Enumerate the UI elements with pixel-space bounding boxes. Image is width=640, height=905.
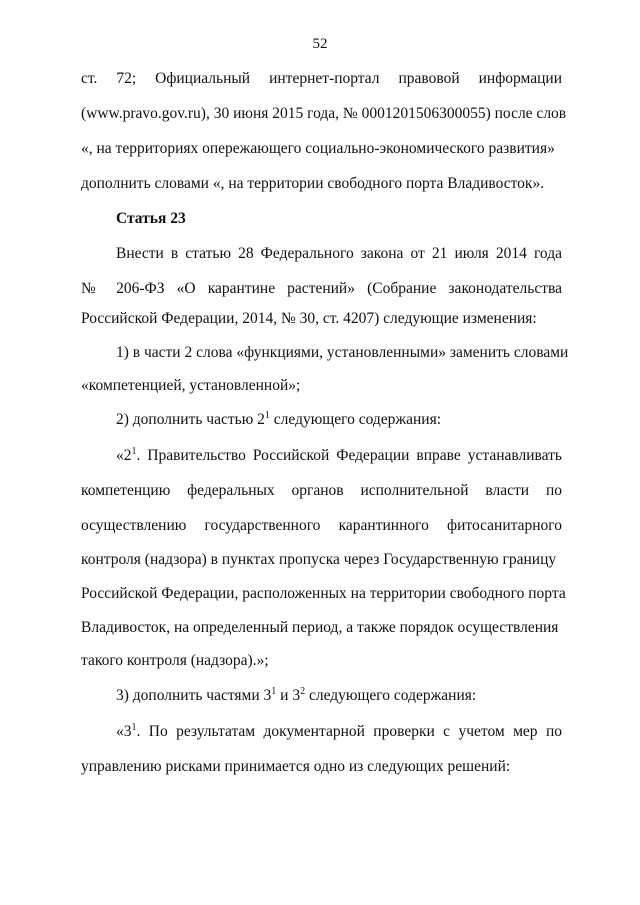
article-p5-text: 3) дополнить частями 3	[116, 687, 272, 704]
article-p3-text: 2) дополнить частью 2	[116, 411, 265, 428]
article-p4-line-3: осуществлению государственного карантинного фитосанитарного	[81, 517, 562, 534]
article-p4-line-1	[116, 446, 562, 466]
intro-line-1: ст. 72; Официальный интернет-портал правовой информации	[81, 70, 562, 87]
article-p3	[116, 410, 562, 430]
article-p6-superscript: 1	[131, 722, 137, 733]
article-p5-text-mid: и 3	[276, 687, 301, 704]
intro-line-2: (www.pravo.gov.ru), 30 июня 2015 года, № 0001201506300055) после слов	[81, 105, 567, 122]
article-p1-line-3: Российской Федерации, 2014, № 30, ст. 4207) следующие изменения:	[81, 310, 537, 327]
article-p6-line-2: управлению рисками принимается одно из следующих решений:	[81, 758, 511, 775]
article-p5-superscript-1: 1	[271, 686, 277, 697]
article-p6-line-1	[116, 722, 562, 742]
intro-line-4: дополнить словами «, на территории свободного порта Владивосток».	[81, 175, 545, 192]
article-p6-text: «3	[116, 723, 132, 740]
article-p5-superscript-2: 2	[300, 686, 306, 697]
article-p5	[116, 686, 562, 706]
article-p6-text-end: . По результатам документарной проверки с учетом мер по	[136, 723, 562, 740]
intro-line-3: «, на территориях опережающего социально-экономического развития»	[81, 140, 555, 157]
article-p4-line-4: контроля (надзора) в пунктах пропуска через Государственную границу	[81, 551, 557, 568]
article-p3-text-end: следующего содержания:	[269, 411, 442, 428]
article-heading: Статья 23	[116, 210, 186, 227]
article-p4-text-end: . Правительство Российской Федерации вправе устанавливать	[136, 447, 562, 464]
page-number: 52	[312, 36, 328, 52]
article-p4-line-6: Владивосток, на определенный период, а также порядок осуществления	[81, 619, 559, 636]
article-p1-line-1: Внести в статью 28 Федерального закона от 21 июля 2014 года	[116, 245, 562, 262]
article-p5-text-end: следующего содержания:	[305, 687, 477, 704]
article-p4-line-7: такого контроля (надзора).»;	[81, 652, 269, 669]
article-p2-line-1: 1) в части 2 слова «функциями, установленными» заменить словами	[116, 344, 569, 361]
article-p4-line-5: Российской Федерации, расположенных на территории свободного порта	[81, 585, 566, 602]
article-p4-line-2: компетенцию федеральных органов исполнительной власти по	[81, 482, 562, 499]
article-p4-text: «2	[116, 447, 132, 464]
article-p2-line-2: «компетенцией, установленной»;	[81, 377, 301, 394]
article-p1-line-2: № 206-ФЗ «О карантине растений» (Собрание законодательства	[81, 280, 562, 297]
article-p3-superscript: 1	[264, 410, 270, 421]
article-p4-superscript: 1	[131, 446, 137, 457]
